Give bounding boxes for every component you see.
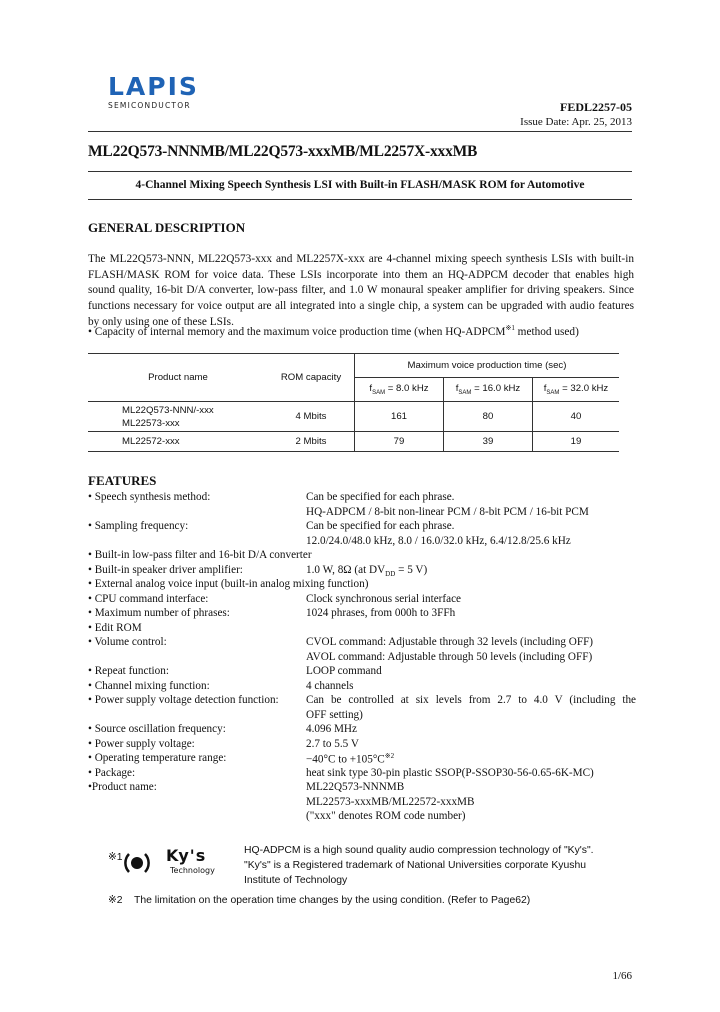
note-line: "Ky's" is a Registered trademark of National Universities corporate Kyushu (244, 860, 587, 871)
feature-label: • Speech synthesis method: (88, 491, 211, 503)
fs-value: = 16.0 kHz (471, 383, 521, 395)
note-ref-2: ※2 (384, 752, 395, 760)
header-rom-capacity: ROM capacity (268, 354, 355, 402)
feature-label: • Channel mixing function: (88, 679, 210, 692)
product-name: ML22Q573-NNN/-xxx (122, 404, 214, 416)
fs-symbol: f (455, 383, 459, 395)
product-name: ML22573-xxx (122, 417, 180, 429)
feature-label: • Built-in low-pass filter and 16-bit D/A converter (88, 549, 312, 561)
feature-value: Can be specified for each phrase. (306, 520, 455, 532)
feature-value: AVOL command: Adjustable through 50 levels (including OFF) (306, 650, 593, 663)
feature-label: • Volume control: (88, 636, 167, 648)
features-heading: FEATURES (88, 473, 157, 488)
feature-value-tail: = 5 V) (395, 563, 428, 576)
feature-value: CVOL command: Adjustable through 32 levels (including OFF) (306, 636, 594, 648)
feature-label: • Source oscillation frequency: (88, 723, 226, 735)
header-product-name: Product name (88, 354, 268, 402)
feature-label: • Maximum number of phrases: (88, 607, 230, 619)
note-2-text: The limitation on the operation time changes by the using condition. (Refer to Page62) (134, 895, 531, 906)
rom-capacity-cell: 2 Mbits (268, 432, 355, 452)
lapis-logo: LAPIS (108, 72, 199, 101)
feature-label: • Power supply voltage detection function: (88, 694, 279, 706)
time-32k-cell: 40 (533, 402, 620, 432)
features-list (88, 491, 636, 831)
header-divider (88, 131, 632, 132)
fs-sub: SAM (458, 389, 472, 396)
feature-value: 4 channels (306, 679, 354, 692)
feature-value-main: −40°C to +105°C (306, 753, 385, 766)
feature-label: •Product name: (88, 781, 157, 793)
time-16k-cell: 80 (444, 402, 533, 432)
header-fs-8k (355, 378, 444, 402)
title-divider-top (88, 171, 632, 172)
capacity-bullet-text: • Capacity of internal memory and the maximum voice production time (when HQ-ADPCM (88, 325, 506, 338)
note-2-mark: ※2 (108, 895, 123, 906)
document-number: FEDL2257-05 (560, 100, 632, 114)
feature-value: ML22573-xxxMB/ML22572-xxxMB (306, 795, 475, 808)
lapis-logo-subtitle: SEMICONDUCTOR (108, 101, 191, 110)
feature-value: OFF setting) (306, 708, 363, 721)
capacity-bullet (88, 324, 579, 338)
table-row (88, 402, 619, 432)
feature-value: Can be specified for each phrase. (306, 491, 455, 503)
fs-symbol: f (369, 383, 373, 395)
feature-label: • Sampling frequency: (88, 520, 189, 532)
feature-label: • Repeat function: (88, 665, 169, 677)
general-description-heading: GENERAL DESCRIPTION (88, 220, 246, 235)
feature-value: 12.0/24.0/48.0 kHz, 8.0 / 16.0/32.0 kHz, 6.4/12.8/25.6 kHz (306, 534, 571, 547)
fs-value: = 8.0 kHz (385, 383, 429, 395)
title-divider-bottom (88, 199, 632, 200)
feature-label: • CPU command interface: (88, 592, 209, 605)
fs-symbol: f (543, 383, 547, 395)
kys-logo-sub: Technology (170, 866, 215, 875)
feature-value: ML22Q573-NNNMB (306, 781, 405, 793)
feature-value: Can be controlled at six levels from 2.7 to 4.0 V (including the (306, 694, 636, 706)
note-line: HQ-ADPCM is a high sound quality audio compression technology of "Ky's". (244, 845, 594, 856)
page-number: 1/66 (612, 970, 632, 982)
feature-label: • Edit ROM (88, 621, 142, 634)
feature-value: Clock synchronous serial interface (306, 592, 462, 605)
header-fs-32k (533, 378, 620, 402)
feature-label: • Package: (88, 766, 136, 779)
feature-value (306, 564, 636, 578)
kys-logo-text: Ky's (166, 846, 207, 865)
feature-value: 2.7 to 5.5 V (306, 737, 359, 750)
rom-capacity-cell: 4 Mbits (268, 402, 355, 432)
time-8k-cell: 161 (355, 402, 444, 432)
document-subtitle: 4-Channel Mixing Speech Synthesis LSI with Built-in FLASH/MASK ROM for Automotive (135, 179, 585, 191)
fs-value: = 32.0 kHz (559, 383, 609, 395)
capacity-table (88, 353, 619, 452)
feature-value: 4.096 MHz (306, 723, 357, 735)
feature-value (306, 752, 636, 766)
product-name-cell (88, 402, 268, 432)
feature-value: LOOP command (306, 665, 382, 677)
feature-label: • Built-in speaker driver amplifier: (88, 563, 243, 576)
time-16k-cell: 39 (444, 432, 533, 452)
note-1-text (244, 843, 594, 888)
kys-logo (122, 846, 240, 880)
table-row (88, 432, 619, 452)
header-fs-16k (444, 378, 533, 402)
time-8k-cell: 79 (355, 432, 444, 452)
time-32k-cell: 19 (533, 432, 620, 452)
note-1-mark: ※1 (108, 852, 123, 863)
note-line: Institute of Technology (244, 875, 348, 886)
feature-label: • Power supply voltage: (88, 737, 195, 750)
fs-sub: SAM (372, 389, 386, 396)
header-max-voice-time: Maximum voice production time (sec) (355, 354, 620, 378)
feature-value-main: 1.0 W, 8Ω (at DV (306, 563, 386, 576)
general-description-paragraph: The ML22Q573-NNN, ML22Q573-xxx and ML2257X-xxx are 4-channel mixing speech synthesis LSIs with built-in FLASH/MASK ROM for voice data. These LSIs incorporate into them an HQ-ADPCM decoder that enables high sound quality, 16-bit D/A converter, low-pass filter, and 1.0 W monaural speaker amplifier for driving speakers. Since functions necessary for voice output are all integrated into a single chip, a system can be upgraded with audio features by only using one of these LSIs. (88, 253, 634, 328)
kys-sound-icon (122, 848, 152, 878)
feature-label: • External analog voice input (built-in analog mixing function) (88, 578, 369, 590)
product-name-cell: ML22572-xxx (88, 432, 268, 452)
feature-value: 1024 phrases, from 000h to 3FFh (306, 607, 456, 619)
feature-value: heat sink type 30-pin plastic SSOP(P-SSOP30-56-0.65-6K-MC) (306, 766, 594, 779)
feature-value: HQ-ADPCM / 8-bit non-linear PCM / 8-bit PCM / 16-bit PCM (306, 505, 589, 518)
fs-sub: SAM (546, 389, 560, 396)
note-ref-1: ※1 (505, 324, 515, 332)
issue-date: Issue Date: Apr. 25, 2013 (520, 116, 632, 128)
feature-label: • Operating temperature range: (88, 752, 227, 764)
feature-value: ("xxx" denotes ROM code number) (306, 810, 466, 822)
feature-value-sub: DD (385, 569, 396, 578)
document-title: ML22Q573-NNNMB/ML22Q573-xxxMB/ML2257X-xxxMB (88, 143, 478, 160)
capacity-bullet-tail: method used) (514, 325, 579, 338)
